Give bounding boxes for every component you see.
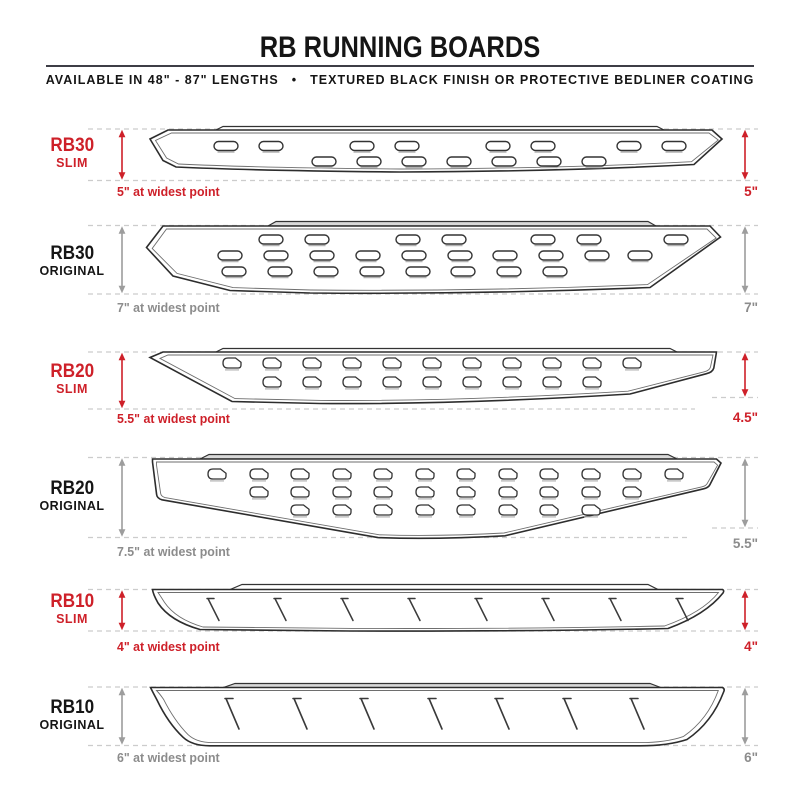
model-label-rb20-slim — [12, 362, 132, 396]
subtitle-lengths: AVAILABLE IN 48" - 87" LENGTHS — [45, 73, 279, 87]
model-label-rb10-original — [12, 698, 132, 732]
height-caption-rb10-original: 6" — [744, 750, 758, 765]
model-variant: ORIGINAL — [39, 264, 105, 278]
height-dimension-arrow — [742, 688, 749, 745]
model-name: RB10 — [50, 591, 94, 612]
model-name: RB20 — [50, 361, 94, 382]
height-dimension-arrow — [742, 458, 749, 527]
model-name: RB20 — [50, 478, 94, 499]
widest-caption-rb10-slim: 4" at widest point — [117, 639, 220, 654]
height-caption-rb20-slim: 4.5" — [732, 410, 758, 425]
row-rb10-original — [88, 684, 758, 746]
model-variant: ORIGINAL — [39, 499, 105, 513]
row-rb30-original — [88, 222, 758, 295]
model-label-rb30-slim — [12, 136, 132, 170]
row-rb20-original — [88, 455, 758, 539]
height-caption-rb20-original: 5.5" — [732, 536, 758, 551]
model-variant: SLIM — [56, 382, 88, 396]
model-name: RB30 — [50, 243, 94, 264]
height-caption-rb30-slim: 5" — [744, 184, 758, 199]
page-title-text: RB RUNNING BOARDS — [259, 31, 541, 64]
widest-caption-rb30-original: 7" at widest point — [117, 300, 220, 315]
model-variant: SLIM — [56, 156, 88, 170]
height-dimension-arrow — [742, 226, 749, 293]
model-label-rb30-original — [12, 244, 132, 278]
height-dimension-arrow — [742, 130, 749, 180]
board-rb10-slim — [153, 590, 724, 632]
model-variant: SLIM — [56, 612, 88, 626]
widest-caption-rb30-slim: 5" at widest point — [117, 184, 220, 199]
subtitle-bullet: • — [291, 73, 298, 87]
model-variant: ORIGINAL — [39, 718, 105, 732]
widest-caption-rb20-slim: 5.5" at widest point — [117, 411, 230, 426]
widest-caption-rb20-original: 7.5" at widest point — [117, 544, 230, 559]
subtitle-finish: TEXTURED BLACK FINISH OR PROTECTIVE BEDLINER COATING — [310, 73, 755, 87]
model-label-rb10-slim — [12, 592, 132, 626]
model-name: RB10 — [50, 697, 94, 718]
model-label-rb20-original — [12, 479, 132, 513]
model-name: RB30 — [50, 135, 94, 156]
height-caption-rb30-original: 7" — [744, 300, 758, 315]
row-rb30-slim — [88, 127, 758, 181]
row-rb20-slim — [88, 349, 758, 410]
height-dimension-arrow — [742, 590, 749, 630]
height-dimension-arrow — [742, 353, 749, 397]
row-rb10-slim — [88, 585, 758, 632]
widest-caption-rb10-original: 6" at widest point — [117, 750, 220, 765]
height-caption-rb10-slim: 4" — [744, 639, 758, 654]
